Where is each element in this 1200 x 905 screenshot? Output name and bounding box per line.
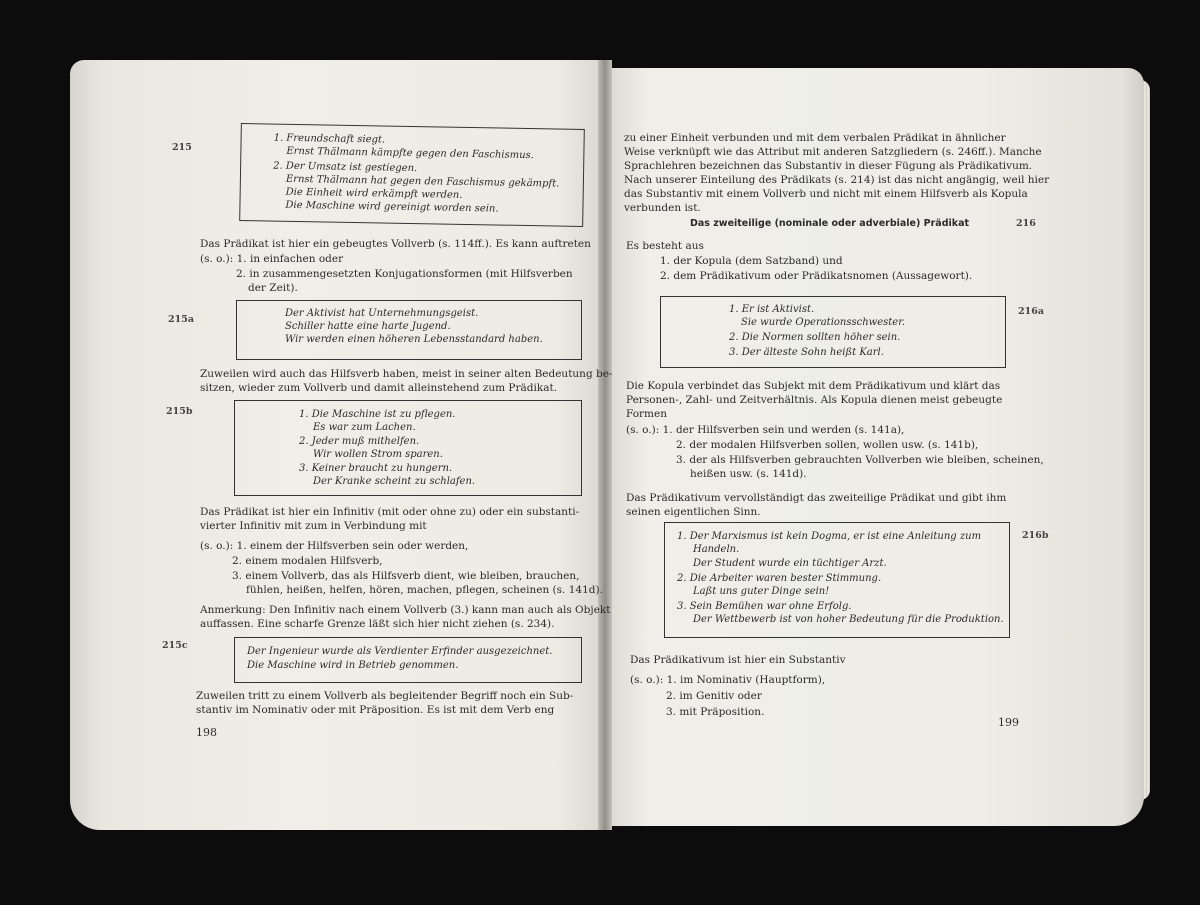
- example-line: Die Einheit wird erkämpft werden.: [285, 186, 463, 201]
- example-line: Schiller hatte eine harte Jugend.: [285, 321, 451, 332]
- example-line: Sie wurde Operationsschwester.: [741, 317, 906, 328]
- list-line: (s. o.): 1. in einfachen oder: [200, 253, 344, 265]
- note-line: auffassen. Eine scharfe Grenze läßt sich hier nicht ziehen (s. 234).: [200, 618, 555, 630]
- example-line: Der Ingenieur wurde als Verdienter Erfinder ausgezeichnet.: [247, 646, 553, 657]
- paragraph-line: Das Prädikativum vervollständigt das zweiteilige Prädikat und gibt ihm: [626, 492, 1007, 504]
- margin-number-215a: 215a: [168, 314, 194, 325]
- page-number-right: 199: [998, 716, 1019, 729]
- list-line: (s. o.): 1. einem der Hilfsverben sein oder werden,: [200, 540, 469, 552]
- example-line: Es war zum Lachen.: [313, 422, 416, 433]
- paragraph-line: verbunden ist.: [624, 202, 701, 214]
- list-line: 2. im Genitiv oder: [666, 690, 762, 702]
- list-line: 3. der als Hilfsverben gebrauchten Vollverben wie bleiben, scheinen,: [676, 454, 1044, 466]
- paragraph-line: Formen: [626, 408, 667, 420]
- example-line: Ernst Thälmann kämpfte gegen den Faschismus.: [286, 145, 534, 162]
- example-line: 1. Die Maschine ist zu pflegen.: [299, 409, 456, 420]
- list-line: fühlen, heißen, helfen, hören, machen, pflegen, scheinen (s. 141d).: [246, 584, 603, 596]
- example-line: 3. Sein Bemühen war ohne Erfolg.: [677, 601, 852, 612]
- example-box-216a: [660, 296, 1006, 368]
- example-line: 2. Jeder muß mithelfen.: [299, 436, 420, 447]
- list-line: 3. einem Vollverb, das als Hilfsverb dient, wie bleiben, brauchen,: [232, 570, 580, 582]
- paragraph-line: Nach unserer Einteilung des Prädikats (s. 214) ist das nicht angängig, weil hier: [624, 174, 1050, 186]
- example-line: Ernst Thälmann hat gegen den Faschismus gekämpft.: [285, 173, 560, 190]
- paragraph-line: Weise verknüpft wie das Attribut mit anderen Satzgliedern (s. 246ff.). Manche: [624, 146, 1042, 158]
- list-line: heißen usw. (s. 141d).: [690, 468, 807, 480]
- paragraph-line: Es besteht aus: [626, 240, 704, 252]
- example-line: 3. Der älteste Sohn heißt Karl.: [729, 347, 884, 358]
- book-gutter: [598, 60, 612, 830]
- paragraph-line: Sprachlehren bezeichnen das Substantiv in dieser Fügung als Prädikativum.: [624, 160, 1033, 172]
- list-line: (s. o.): 1. im Nominativ (Hauptform),: [630, 674, 826, 686]
- list-line: der Zeit).: [248, 282, 298, 294]
- paragraph-line: zu einer Einheit verbunden und mit dem verbalen Prädikat in ähnlicher: [624, 132, 1006, 144]
- list-line: 2. der modalen Hilfsverben sollen, wollen usw. (s. 141b),: [676, 439, 979, 451]
- example-line: Wir werden einen höheren Lebensstandard haben.: [285, 334, 543, 345]
- example-line: Der Aktivist hat Unternehmungsgeist.: [285, 308, 479, 319]
- margin-number-215b: 215b: [166, 406, 193, 417]
- paragraph-line: Das Prädikat ist hier ein Infinitiv (mit oder ohne zu) oder ein substanti-: [200, 506, 580, 518]
- margin-number-216b: 216b: [1022, 530, 1049, 541]
- example-line: Der Wettbewerb ist von hoher Bedeutung für die Produktion.: [693, 614, 1004, 625]
- example-line: 1. Freundschaft siegt.: [273, 132, 386, 146]
- margin-number-215: 215: [172, 142, 192, 153]
- example-box-216b: [664, 522, 1010, 638]
- example-line: Wir wollen Strom sparen.: [313, 449, 443, 460]
- list-line: 2. einem modalen Hilfsverb,: [232, 555, 383, 567]
- list-line: 1. der Kopula (dem Satzband) und: [660, 255, 843, 267]
- example-box-215: [239, 123, 585, 227]
- page-number-left: 198: [196, 726, 217, 739]
- note-line: Anmerkung: Den Infinitiv nach einem Vollverb (3.) kann man auch als Objekt: [200, 604, 611, 616]
- paragraph-line: Die Kopula verbindet das Subjekt mit dem Prädikativum und klärt das: [626, 380, 1001, 392]
- list-line: 3. mit Präposition.: [666, 706, 765, 718]
- margin-number-216a: 216a: [1018, 306, 1044, 317]
- list-line: 2. dem Prädikativum oder Prädikatsnomen (Aussagewort).: [660, 270, 973, 282]
- example-line: 3. Keiner braucht zu hungern.: [299, 463, 453, 474]
- example-line: Die Maschine wird gereinigt worden sein.: [285, 199, 499, 215]
- example-line: Laßt uns guter Dinge sein!: [693, 586, 830, 597]
- example-line: 2. Der Umsatz ist gestiegen.: [273, 160, 418, 175]
- example-box-215b: [234, 400, 582, 496]
- list-line: (s. o.): 1. der Hilfsverben sein und werden (s. 141a),: [626, 424, 905, 436]
- paragraph-line: sitzen, wieder zum Vollverb und damit alleinstehend zum Prädikat.: [200, 382, 558, 394]
- example-box-215a: [236, 300, 582, 360]
- paragraph-line: stantiv im Nominativ oder mit Präposition. Es ist mit dem Verb eng: [196, 704, 555, 716]
- example-line: Die Maschine wird in Betrieb genommen.: [247, 660, 459, 671]
- paragraph-line: das Substantiv mit einem Vollverb und nicht mit einem Hilfsverb als Kopula: [624, 188, 1028, 200]
- paragraph-line: seinen eigentlichen Sinn.: [626, 506, 761, 518]
- example-line: Der Student wurde ein tüchtiger Arzt.: [693, 558, 887, 569]
- list-line: 2. in zusammengesetzten Konjugationsformen (mit Hilfsverben: [236, 268, 573, 280]
- section-heading: Das zweiteilige (nominale oder adverbiale) Prädikat: [690, 218, 970, 229]
- example-line: 2. Die Arbeiter waren bester Stimmung.: [677, 573, 882, 584]
- paragraph-line: Das Prädikativum ist hier ein Substantiv: [630, 654, 846, 666]
- margin-number-216: 216: [1016, 218, 1036, 229]
- example-line: Der Kranke scheint zu schlafen.: [313, 476, 476, 487]
- example-box-215c: [234, 637, 582, 683]
- example-line: Handeln.: [693, 544, 740, 555]
- margin-number-215c: 215c: [162, 640, 188, 651]
- paragraph-line: Zuweilen wird auch das Hilfsverb haben, meist in seiner alten Bedeutung be-: [200, 368, 613, 380]
- example-line: 2. Die Normen sollten höher sein.: [729, 332, 901, 343]
- paragraph-line: Personen-, Zahl- und Zeitverhältnis. Als Kopula dienen meist gebeugte: [626, 394, 1003, 406]
- paragraph-line: Das Prädikat ist hier ein gebeugtes Vollverb (s. 114ff.). Es kann auftreten: [200, 238, 591, 250]
- paragraph-line: Zuweilen tritt zu einem Vollverb als begleitender Begriff noch ein Sub-: [196, 690, 574, 702]
- example-line: 1. Er ist Aktivist.: [729, 304, 815, 315]
- example-line: 1. Der Marxismus ist kein Dogma, er ist eine Anleitung zum: [677, 531, 982, 542]
- paragraph-line: vierter Infinitiv mit zum in Verbindung mit: [200, 520, 427, 532]
